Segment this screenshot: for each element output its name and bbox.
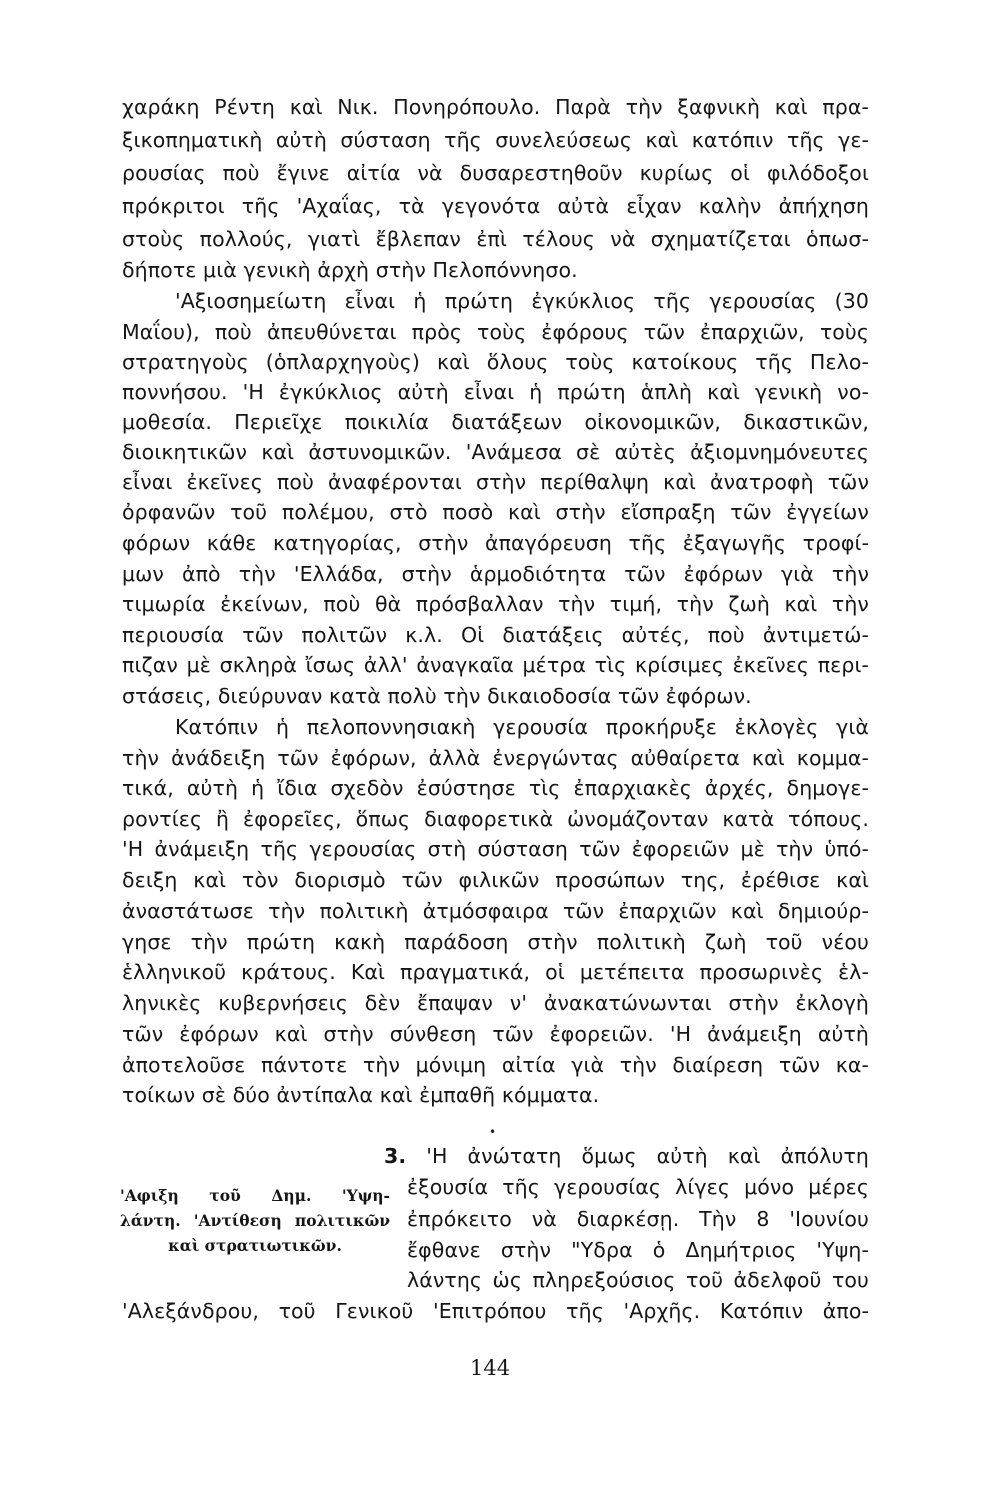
text-line: Μαΐου), ποὺ ἀπευθύνεται πρὸς τοὺς ἐφόρους τῶν ἐπαρχιῶν, τοὺς <box>122 320 869 344</box>
text-line: στάσεις, διεύρυναν κατὰ πολὺ τὴν δικαιοδοσία τῶν ἐφόρων. <box>122 684 752 708</box>
text-line: ξικοπηματικὴ αὐτὴ σύσταση τῆς συνελεύσεως καὶ κατόπιν τῆς γε- <box>122 128 869 152</box>
text-line: στρατηγοὺς (ὁπλαρχηγοὺς) καὶ ὅλους τοὺς κατοίκους τῆς Πελο- <box>122 350 869 374</box>
text-line: ἔφθανε στὴν "Υδρα ὁ Δημήτριος 'Υψη- <box>407 1238 869 1262</box>
text-line: ὀρφανῶν τοῦ πολέμου, στὸ ποσὸ καὶ στὴν εἴσπραξη τῶν ἐγγείων <box>122 500 869 524</box>
text-line: ἀναστάτωσε τὴν πολιτικὴ ἀτμόσφαιρα τῶν ἐπαρχιῶν καὶ δημιούρ- <box>122 899 869 923</box>
text-line: γησε τὴν πρώτη κακὴ παράδοση στὴν πολιτικὴ ζωὴ τοῦ νέου <box>122 930 869 954</box>
margin-note-line: λάντη. 'Αντίθεση πολιτικῶν <box>120 1211 390 1230</box>
text-line: 'Η ἀνάμειξη τῆς γερουσίας στὴ σύσταση τῶν ἐφορειῶν μὲ τὴν ὑπό- <box>122 837 869 861</box>
text-line: ρουσίας ποὺ ἔγινε αἰτία νὰ δυσαρεστηθοῦν κυρίως οἱ φιλόδοξοι <box>122 161 869 185</box>
text-line: τὴν ἀνάδειξη τῶν ἐφόρων, ἀλλὰ ἐνεργώντας αὐθαίρετα καὶ κομμα- <box>122 746 869 770</box>
section-3-lead-text: 'Η ἀνώτατη ὅμως αὐτὴ καὶ ἀπόλυτη <box>426 1144 869 1168</box>
text-line: τιμωρία ἐκείνων, ποὺ θὰ πρόσβαλλαν τὴν τιμή, τὴν ζωὴ καὶ τὴν <box>122 592 869 616</box>
page-number: 144 <box>470 1356 511 1380</box>
text-line: λάντης ὡς πληρεξούσιος τοῦ ἀδελφοῦ του <box>407 1268 869 1292</box>
text-line: ροντίες ἢ ἐφορεῖες, ὅπως διαφορετικὰ ὠνομάζονταν κατὰ τόπους. <box>122 807 869 831</box>
margin-note-line: καὶ στρατιωτικῶν. <box>168 1236 342 1255</box>
text-line: 'Αλεξάνδρου, τοῦ Γενικοῦ 'Επιτρόπου τῆς 'Αρχῆς. Κατόπιν ἀπο- <box>122 1299 869 1323</box>
text-line: μοθεσία. Περιεῖχε ποικιλία διατάξεων οἰκονομικῶν, δικαστικῶν, <box>122 410 869 434</box>
text-line: εἶναι ἐκεῖνες ποὺ ἀναφέρονται στὴν περίθαλψη καὶ ἀνατροφὴ τῶν <box>122 470 869 494</box>
section-3-first-line <box>384 1142 869 1170</box>
margin-note-line: 'Αφιξη τοῦ Δημ. 'Υψη- <box>120 1186 390 1205</box>
text-line: πρόκριτοι τῆς 'Αχαΐας, τὰ γεγονότα αὐτὰ εἶχαν καλὴν ἀπήχηση <box>122 194 869 218</box>
margin-note <box>120 1183 390 1258</box>
text-line: δειξη καὶ τὸν διορισμὸ τῶν φιλικῶν προσώπων της, ἐρέθισε καὶ <box>122 868 869 892</box>
text-line: φόρων κάθε κατηγορίας, στὴν ἀπαγόρευση τῆς ἐξαγωγῆς τροφί- <box>122 531 869 555</box>
text-line: στοὺς πολλούς, γιατὶ ἔβλεπαν ἐπὶ τέλους νὰ σχηματίζεται ὁπωσ- <box>122 227 869 251</box>
text-line: Κατόπιν ἡ πελοποννησιακὴ γερουσία προκήρυξε ἐκλογὲς γιὰ <box>175 715 869 739</box>
text-line: τοίκων σὲ δύο ἀντίπαλα καὶ ἐμπαθῆ κόμματα. <box>122 1083 600 1107</box>
text-line: διοικητικῶν καὶ ἀστυνομικῶν. 'Ανάμεσα σὲ αὐτὲς ἀξιομνημόνευτες <box>122 440 869 464</box>
text-line: περιουσία τῶν πολιτῶν κ.λ. Οἱ διατάξεις αὐτές, ποὺ ἀντιμετώ- <box>122 623 869 647</box>
text-line: ἐξουσία τῆς γερουσίας λίγες μόνο μέρες <box>407 1175 869 1199</box>
text-line: μων ἀπὸ τὴν 'Ελλάδα, στὴν ἁρμοδιότητα τῶν ἐφόρων γιὰ τὴν <box>122 562 869 586</box>
text-line: δήποτε μιὰ γενικὴ ἀρχὴ στὴν Πελοπόννησο. <box>122 258 578 282</box>
text-line: ἐπρόκειτο νὰ διαρκέσῃ. Τὴν 8 'Ιουνίου <box>407 1207 869 1231</box>
text-line: ληνικὲς κυβερνήσεις δὲν ἔπαψαν ν' ἀνακατώνωνται στὴν ἐκλογὴ <box>122 991 869 1015</box>
text-line: χαράκη Ρέντη καὶ Νικ. Πονηρόπουλο. Παρὰ τὴν ξαφνικὴ καὶ πρα- <box>122 95 869 119</box>
section-number: 3. <box>384 1144 407 1168</box>
text-line: ἀποτελοῦσε πάντοτε τὴν μόνιμη αἰτία γιὰ τὴν διαίρεση τῶν κα- <box>122 1053 869 1077</box>
text-line: ποννήσου. 'Η ἐγκύκλιος αὐτὴ εἶναι ἡ πρώτη ἁπλὴ καὶ γενικὴ νο- <box>122 380 869 404</box>
text-line: ἑλληνικοῦ κράτους. Καὶ πραγματικά, οἱ μετέπειτα προσωρινὲς ἑλ- <box>122 960 869 984</box>
section-ornament: • <box>489 1125 497 1139</box>
text-line: τικά, αὐτὴ ἡ ἴδια σχεδὸν ἐσύστησε τὶς ἐπαρχιακὲς ἀρχές, δημογε- <box>122 776 869 800</box>
text-line: τῶν ἐφόρων καὶ στὴν σύνθεση τῶν ἐφορειῶν. 'Η ἀνάμειξη αὐτὴ <box>122 1022 869 1046</box>
text-line: 'Αξιοσημείωτη εἶναι ἡ πρώτη ἐγκύκλιος τῆς γερουσίας (30 <box>175 289 869 313</box>
text-line: πιζαν μὲ σκληρὰ ἴσως ἀλλ' ἀναγκαῖα μέτρα τὶς κρίσιμες ἐκεῖνες περι- <box>122 653 869 677</box>
